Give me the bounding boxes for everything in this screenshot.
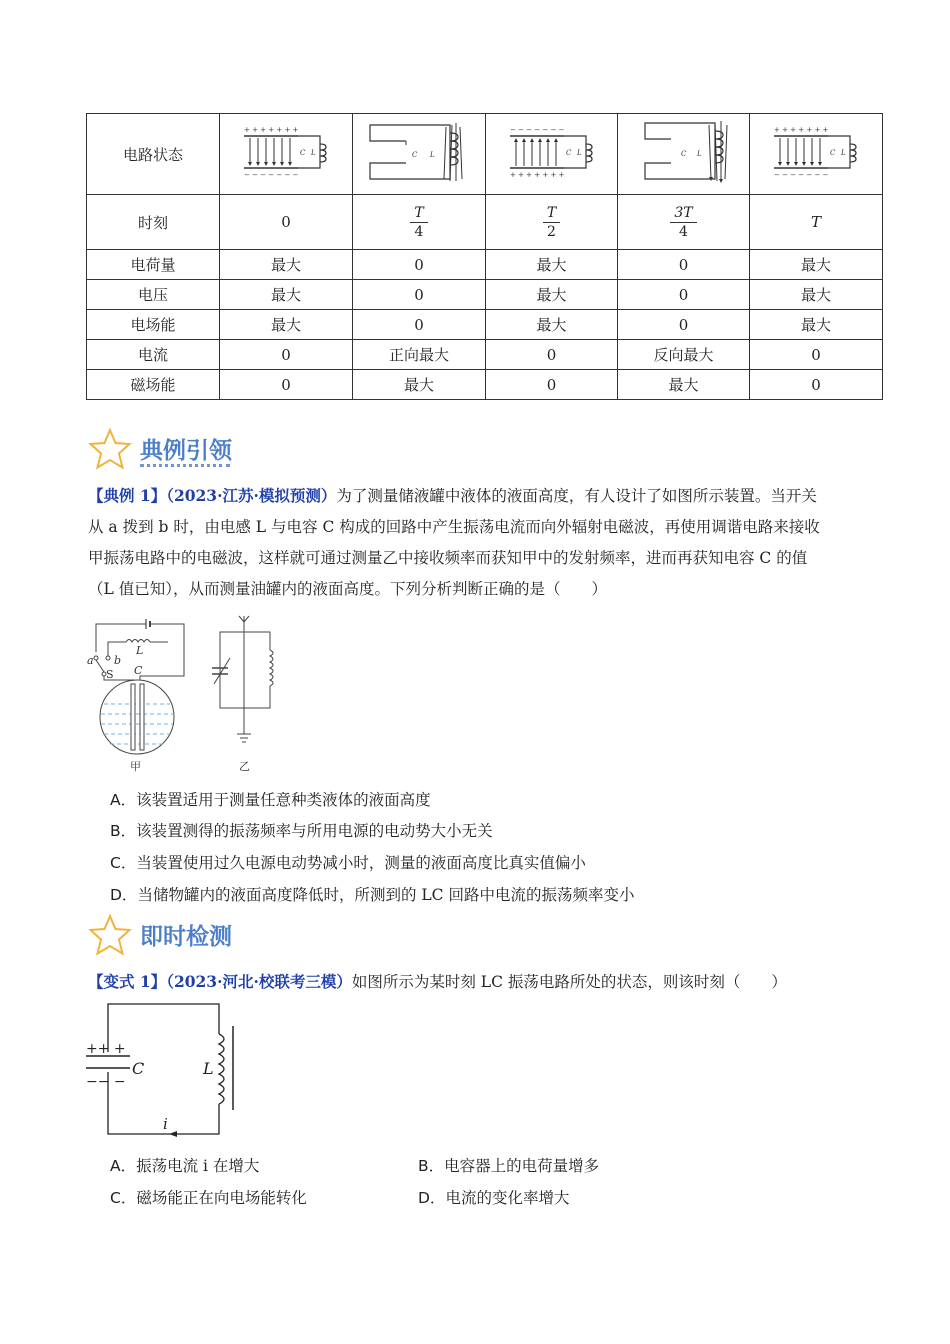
svg-text:甲: 甲 <box>130 760 141 773</box>
table-cell: 0 <box>353 250 486 280</box>
variant-tag: 【变式 1】 <box>88 972 167 991</box>
example-line-3: 甲振荡电路中的电磁波，这样就可通过测量乙中接收频率而获知甲中的发射频率，进而再获知电容 C 的值 <box>88 549 808 567</box>
title-underline <box>140 464 230 467</box>
svg-text:L: L <box>696 150 702 158</box>
circuit-charged-down-icon <box>236 122 336 182</box>
lc-state-table <box>86 113 883 400</box>
table-cell: 最大 <box>353 370 486 400</box>
table-row <box>87 280 883 310</box>
option-b[interactable]: B．该装置测得的振荡频率与所用电源的电动势大小无关 <box>110 822 493 840</box>
table-cell: 最大 <box>220 310 353 340</box>
svg-text:+ + + + + + +: + + + + + + + <box>244 126 299 134</box>
table-row <box>87 370 883 400</box>
table-cell: 0 <box>618 250 750 280</box>
table-cell: 正向最大 <box>353 340 486 370</box>
svg-text:C: C <box>565 149 571 157</box>
circuit-image-1 <box>353 114 486 195</box>
time-cell: $\frac{T}{4}$ <box>353 195 486 250</box>
svg-text:C: C <box>300 149 306 157</box>
star-icon <box>88 914 132 956</box>
time-cell: $\frac{3T}{4}$ <box>618 195 750 250</box>
variant-1-figure <box>84 998 254 1140</box>
svg-text:L: L <box>430 151 435 159</box>
row-label: 磁场能 <box>87 370 220 400</box>
table-cell: 0 <box>750 340 883 370</box>
star-icon <box>88 428 132 470</box>
circuit-image-2 <box>486 114 618 195</box>
circuit-image-0 <box>220 114 353 195</box>
table-row <box>87 195 883 250</box>
table-cell: 反向最大 <box>618 340 750 370</box>
svg-text:L: L <box>311 149 316 157</box>
table-cell: 0 <box>750 370 883 400</box>
table-cell: 0 <box>486 340 618 370</box>
table-row <box>87 114 883 195</box>
svg-text:a: a <box>87 654 94 667</box>
table-cell: 最大 <box>486 280 618 310</box>
svg-text:+ + + + + + +: + + + + + + + <box>774 126 829 134</box>
example-source: （2023·江苏·模拟预测） <box>166 486 337 505</box>
svg-text:C: C <box>132 1059 145 1078</box>
table-cell: 最大 <box>486 250 618 280</box>
circuit-image-3 <box>618 114 750 195</box>
svg-text:− − − − − − −: − − − − − − − <box>509 126 564 134</box>
table-cell: 最大 <box>220 250 353 280</box>
time-cell: $\frac{T}{2}$ <box>486 195 618 250</box>
table-row <box>87 250 883 280</box>
variant-1-text <box>88 966 787 998</box>
row-label: 电流 <box>87 340 220 370</box>
circuit-image-4 <box>750 114 883 195</box>
time-cell: 0 <box>220 195 353 250</box>
section-title: 即时检测 <box>140 924 232 950</box>
table-cell: 0 <box>486 370 618 400</box>
variant-option-a[interactable]: A．振荡电流 i 在增大 <box>110 1157 260 1175</box>
svg-text:C: C <box>412 151 418 159</box>
circuit-charged-up-icon <box>502 122 602 182</box>
example-line-4: （L 值已知），从而测量油罐内的液面高度。下列分析判断正确的是（ ） <box>88 580 607 598</box>
variant-option-c[interactable]: C．磁场能正在向电场能转化 <box>110 1189 307 1207</box>
table-row <box>87 310 883 340</box>
svg-text:C: C <box>680 150 686 158</box>
svg-text:L: L <box>841 149 846 157</box>
table-cell: 最大 <box>220 280 353 310</box>
table-cell: 最大 <box>750 310 883 340</box>
table-cell: 0 <box>353 310 486 340</box>
circuit-current-up-icon <box>364 119 474 185</box>
table-cell: 最大 <box>618 370 750 400</box>
table-cell: 最大 <box>750 280 883 310</box>
svg-text:i: i <box>163 1115 168 1133</box>
svg-text:+ + + + + + +: + + + + + + + <box>509 171 564 179</box>
svg-text:−− −: −− − <box>86 1074 126 1090</box>
row-label: 时刻 <box>87 195 220 250</box>
variant-source: （2023·河北·校联考三模） <box>166 972 352 991</box>
svg-text:乙: 乙 <box>239 760 250 773</box>
time-cell: T <box>750 195 883 250</box>
example-tag: 【典例 1】 <box>88 486 167 505</box>
table-cell: 0 <box>220 370 353 400</box>
svg-text:b: b <box>114 654 122 667</box>
example-1-text <box>88 480 878 605</box>
svg-text:− − − − − − −: − − − − − − − <box>774 171 829 179</box>
table-cell: 0 <box>220 340 353 370</box>
example-1-figure <box>84 612 284 774</box>
variant-question: 如图所示为某时刻 LC 振荡电路所处的状态，则该时刻（ ） <box>351 973 787 991</box>
row-label: 电路状态 <box>87 114 220 195</box>
variant-option-b[interactable]: B．电容器上的电荷量增多 <box>418 1157 600 1175</box>
table-cell: 0 <box>618 280 750 310</box>
table-cell: 最大 <box>486 310 618 340</box>
table-cell: 0 <box>353 280 486 310</box>
circuit-charged-down-icon-2 <box>766 122 866 182</box>
table-cell: 0 <box>618 310 750 340</box>
svg-text:L: L <box>136 644 144 657</box>
svg-text:C: C <box>134 664 143 677</box>
example-line-1: 为了测量储液罐中液体的液面高度，有人设计了如图所示装置。当开关 <box>336 487 817 505</box>
variant-option-d[interactable]: D．电流的变化率增大 <box>418 1189 570 1207</box>
option-c[interactable]: C．当装置使用过久电源电动势减小时，测量的液面高度比真实值偏小 <box>110 854 586 872</box>
row-label: 电压 <box>87 280 220 310</box>
option-d[interactable]: D．当储物罐内的液面高度降低时，所测到的 LC 回路中电流的振荡频率变小 <box>110 886 635 904</box>
example-line-2: 从 a 拨到 b 时，由电感 L 与电容 C 构成的回路中产生振荡电流而向外辐射电磁波，再使用调谐电路来接收 <box>88 518 820 536</box>
svg-text:− − − − − − −: − − − − − − − <box>244 171 299 179</box>
row-label: 电荷量 <box>87 250 220 280</box>
svg-text:S: S <box>106 668 114 681</box>
option-a[interactable]: A．该装置适用于测量任意种类液体的液面高度 <box>110 791 431 809</box>
svg-text:C: C <box>830 149 836 157</box>
row-label: 电场能 <box>87 310 220 340</box>
circuit-current-down-icon <box>629 117 739 187</box>
svg-text:++ +: ++ + <box>86 1041 126 1057</box>
svg-text:L: L <box>576 149 582 157</box>
table-row <box>87 340 883 370</box>
section-title: 典例引领 <box>140 438 232 464</box>
table-cell: 最大 <box>750 250 883 280</box>
svg-text:L: L <box>203 1059 214 1078</box>
